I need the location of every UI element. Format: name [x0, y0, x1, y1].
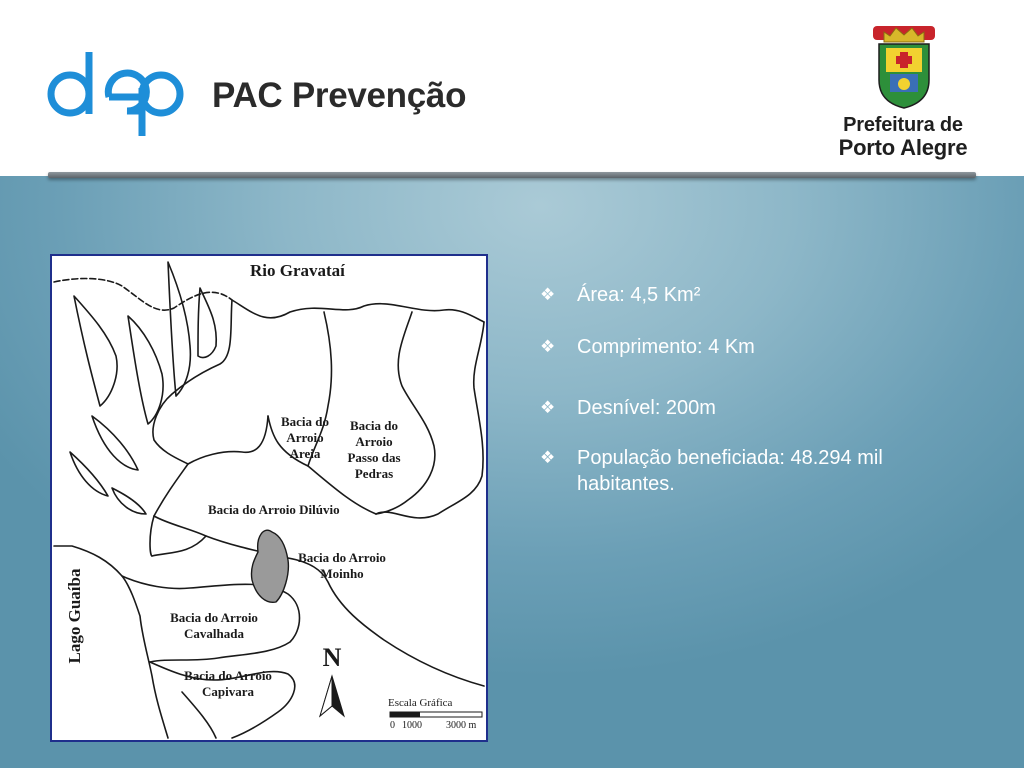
basin-cavalhada-line1: Bacia do Arroio — [170, 610, 258, 625]
basin-passo-line4: Pedras — [354, 466, 394, 481]
central-line — [150, 516, 154, 556]
fact-length-text: Comprimento: 4 Km — [577, 336, 755, 358]
fact-area — [540, 282, 960, 308]
city-name — [828, 114, 978, 160]
basin-areia-outline — [153, 300, 232, 464]
slide-title: PAC Prevenção — [212, 76, 467, 115]
basin-cavalhada-line2: Cavalhada — [184, 626, 244, 641]
island-2 — [128, 316, 163, 424]
north-label: N — [322, 643, 342, 672]
moinho-basin — [251, 530, 288, 602]
scale-tick-0: 0 — [390, 720, 395, 731]
river-label: Rio Gravataí — [250, 261, 345, 280]
scale-tick-2: 3000 m — [446, 720, 477, 731]
basin-passo-line1: Bacia do — [349, 418, 399, 433]
slide-header — [0, 0, 1024, 176]
diamond-bullet-icon: ❖ — [540, 337, 556, 356]
island-6 — [70, 452, 108, 496]
city-name-line2: Porto Alegre — [838, 135, 968, 160]
lake-label: Lago Guaíba — [65, 568, 84, 664]
basin-moinho-line2: Moinho — [320, 566, 364, 581]
fact-population-text: População beneficiada: 48.294 mil habitantes. — [577, 447, 883, 495]
scale-tick-1: 1000 — [402, 720, 422, 731]
island-5 — [92, 416, 138, 470]
island-7 — [112, 488, 146, 514]
river-left-bank — [54, 279, 232, 311]
basin-areia-line3: Areia — [289, 446, 321, 461]
island-3 — [168, 262, 190, 396]
island-4 — [198, 288, 216, 358]
basin-capivara-line1: Bacia do Arroio — [184, 668, 272, 683]
scale-title: Escala Gráfica — [388, 697, 453, 709]
diluvio-west — [154, 464, 188, 516]
basin-areia-line2: Arroio — [286, 430, 324, 445]
diluvio-north — [188, 416, 268, 464]
diamond-bullet-icon: ❖ — [540, 448, 556, 467]
fact-elevation — [540, 395, 960, 421]
dep-logo — [46, 48, 186, 140]
basin-diluvio-label: Bacia do Arroio Dilúvio — [208, 502, 340, 517]
diluvio-south — [154, 516, 484, 686]
header-divider — [48, 172, 976, 178]
city-logo — [828, 22, 978, 164]
diamond-bullet-icon: ❖ — [540, 285, 556, 304]
watershed-map — [50, 254, 488, 742]
basin-passo-line3: Passo das — [347, 450, 401, 465]
fact-population — [540, 445, 960, 497]
basin-capivara-line2: Capivara — [202, 684, 254, 699]
basin-moinho-line1: Bacia do Arroio — [298, 550, 386, 565]
diamond-bullet-icon: ❖ — [540, 398, 556, 417]
basin-passo-east — [376, 312, 435, 514]
map-drawing — [52, 256, 486, 740]
fact-elevation-text: Desnível: 200m — [577, 397, 716, 419]
city-name-line1: Prefeitura de — [843, 114, 963, 136]
basin-areia-line1: Bacia do — [280, 414, 330, 429]
coat-of-arms-icon — [870, 22, 938, 114]
svg-text:dep: dep — [46, 48, 48, 49]
island-1 — [74, 296, 117, 406]
basin-passo-line2: Arroio — [355, 434, 393, 449]
facts-list — [540, 282, 960, 497]
fact-area-text: Área: 4,5 Km² — [577, 284, 701, 306]
fact-length — [540, 334, 960, 360]
river-shore-line — [232, 300, 484, 322]
cavalhada-top — [152, 536, 206, 556]
